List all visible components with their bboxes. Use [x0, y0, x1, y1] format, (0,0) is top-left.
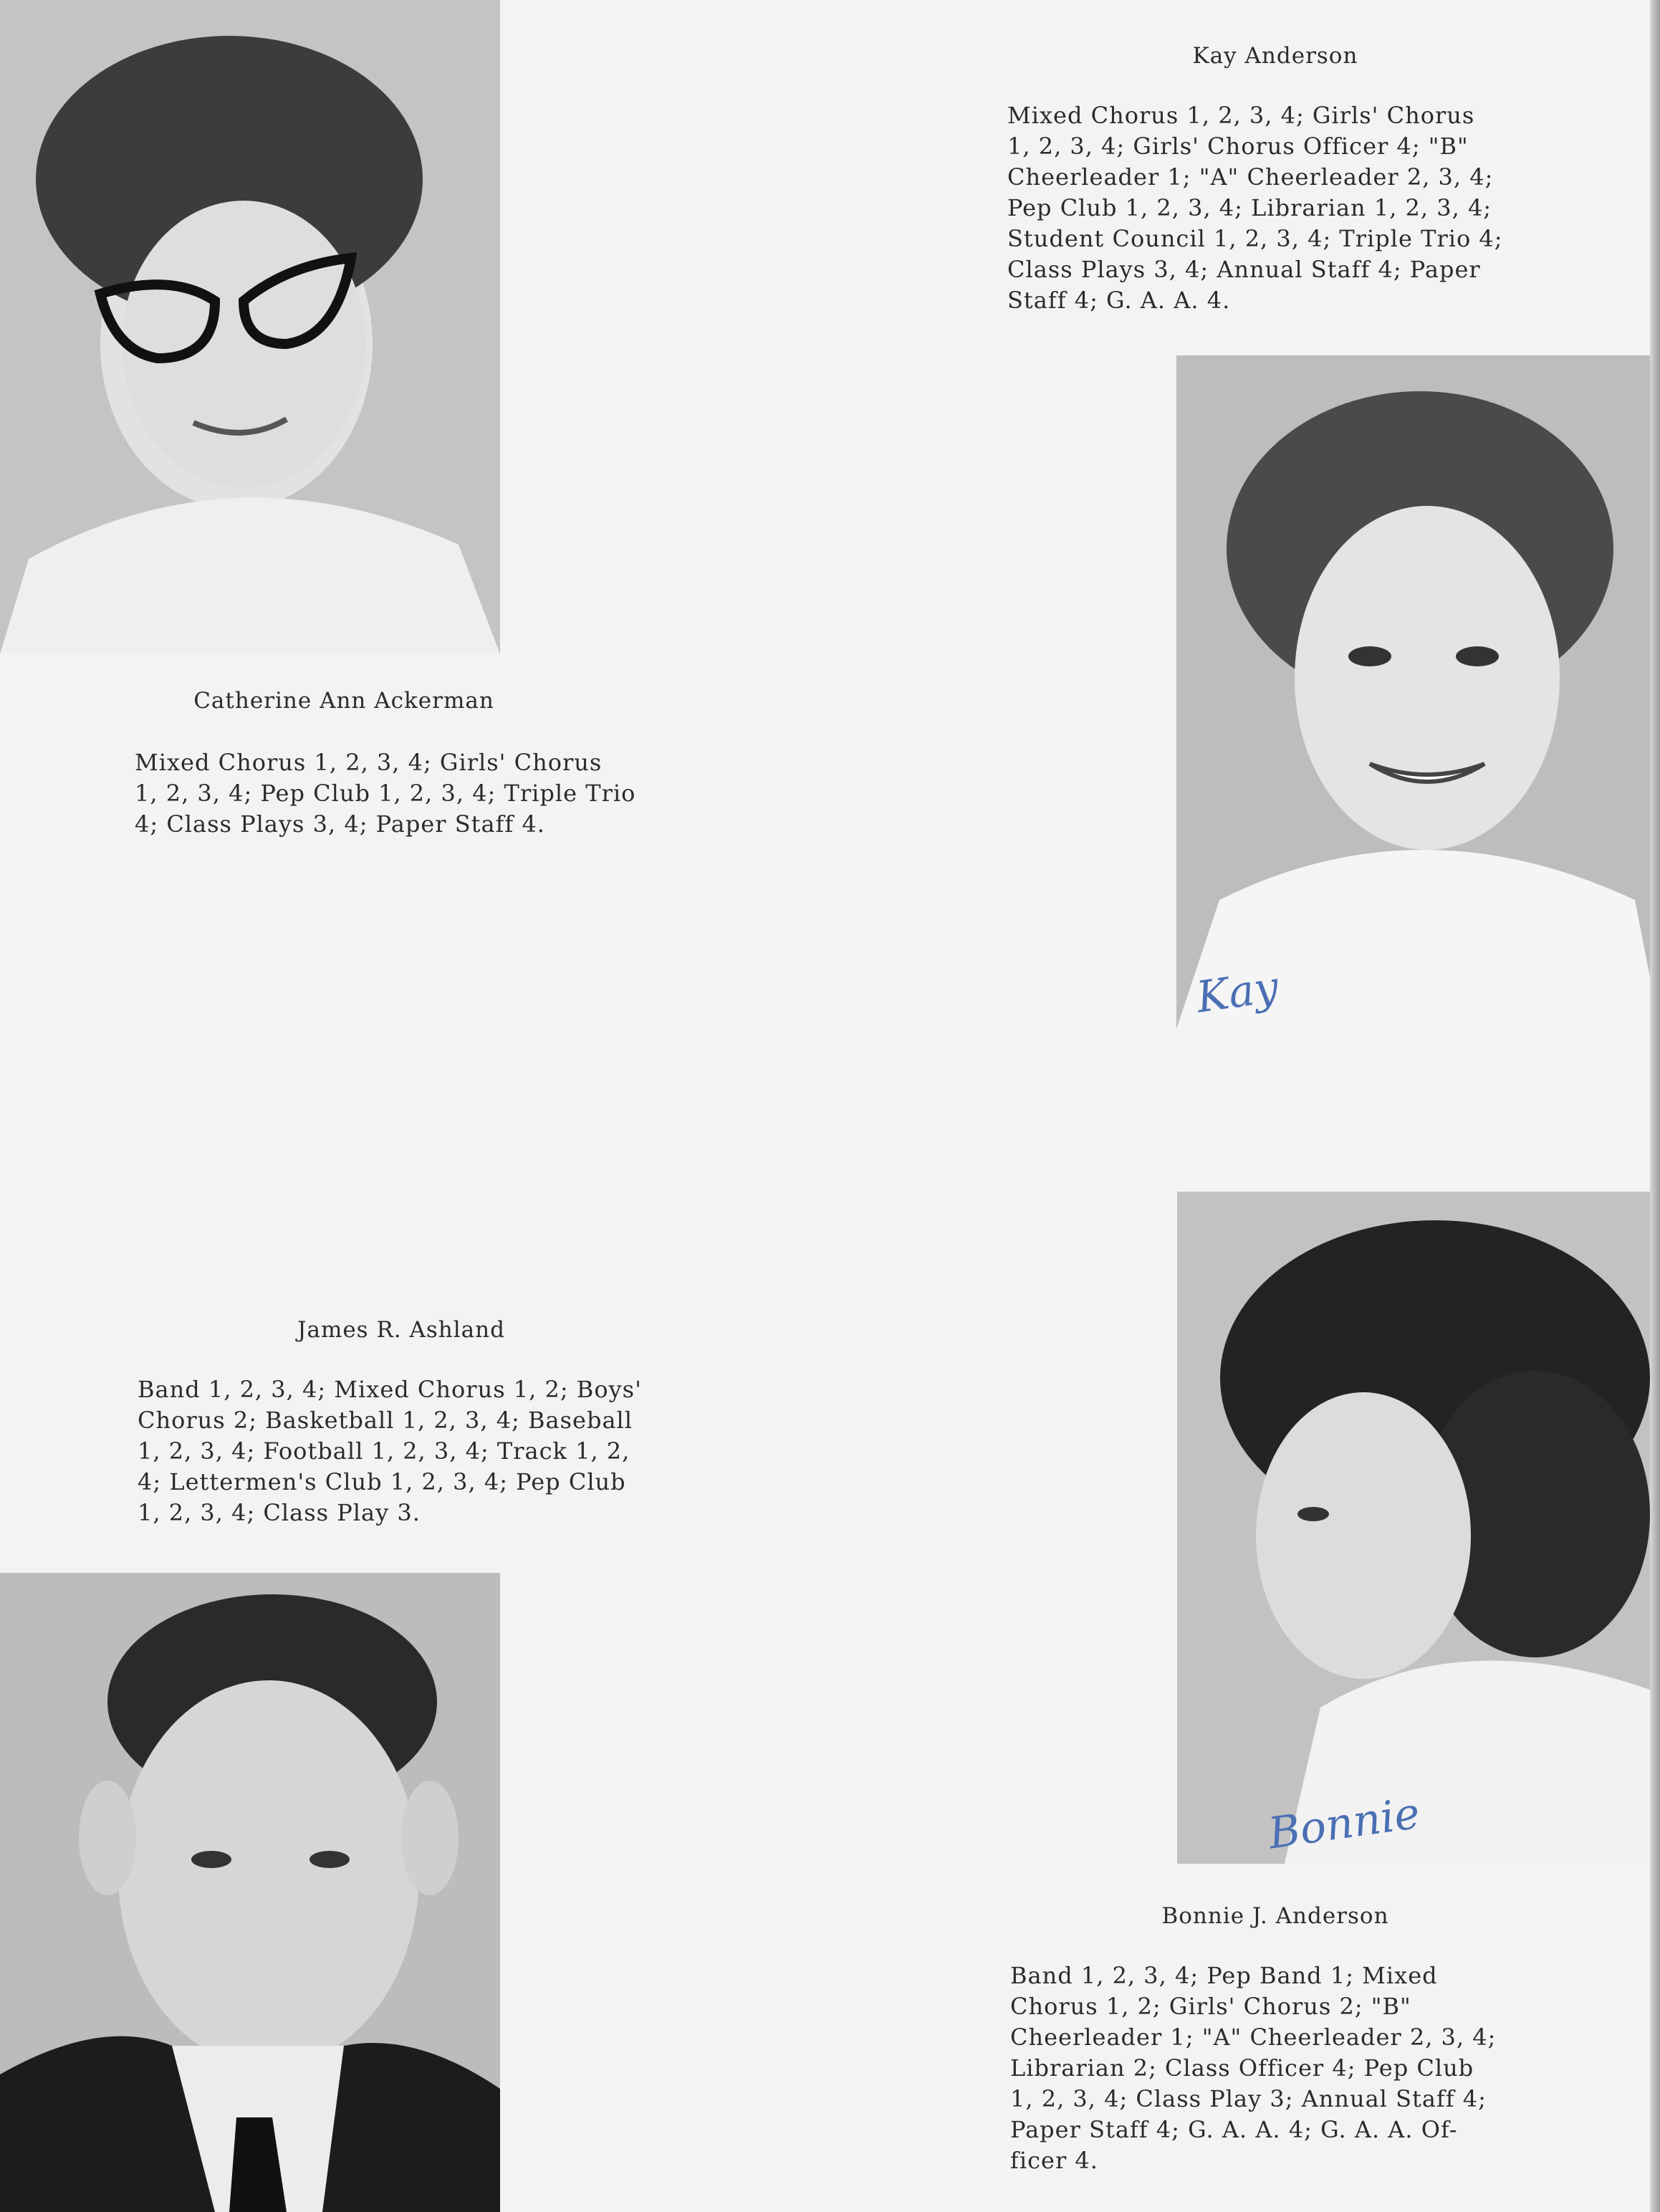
student-activities: Band 1, 2, 3, 4; Pep Band 1; Mixed Chorus 1, 2; Girls' Chorus 2; "B" Cheerleader 1; "A" Cheerleader 2, 3, 4; Librarian 2; Class Officer 4; Pep Club 1, 2, 3, 4; Class Play 3; Annual Staff 4; Paper Staff 4; G. A. A. 4; G. A. A. Of- ficer 4. [1010, 1962, 1497, 2174]
portrait-photo-kay-anderson [1176, 355, 1660, 1029]
student-activities: Mixed Chorus 1, 2, 3, 4; Girls' Chorus 1, 2, 3, 4; Girls' Chorus Officer 4; "B" Cheerleader 1; "A" Cheerleader 2, 3, 4; Pep Club 1, 2, 3, 4; Librarian 1, 2, 3, 4; Student Council 1, 2, 3, 4; Triple Trio 4; Class Plays 3, 4; Annual Staff 4; Paper Staff 4; G. A. A. 4. [1007, 102, 1503, 314]
page-edge [1650, 0, 1660, 2212]
portrait-photo-james-ashland [0, 1573, 500, 2212]
signature: Bonnie [1265, 1788, 1424, 1859]
student-name: James R. Ashland [297, 1317, 505, 1343]
portrait-photo-catherine-ackerman [0, 0, 500, 654]
student-name: Kay Anderson [1192, 43, 1358, 69]
student-name: Bonnie J. Anderson [1161, 1903, 1389, 1929]
portrait-photo-bonnie-anderson [1177, 1192, 1660, 1864]
student-activities: Band 1, 2, 3, 4; Mixed Chorus 1, 2; Boys' Chorus 2; Basketball 1, 2, 3, 4; Baseball 1, 2, 3, 4; Football 1, 2, 3, 4; Track 1, 2, 4; Lettermen's Club 1, 2, 3, 4; Pep Club 1, 2, 3, 4; Class Play 3. [138, 1376, 642, 1526]
student-name: Catherine Ann Ackerman [193, 688, 494, 714]
student-activities: Mixed Chorus 1, 2, 3, 4; Girls' Chorus 1, 2, 3, 4; Pep Club 1, 2, 3, 4; Triple Trio 4; Class Plays 3, 4; Paper Staff 4. [135, 749, 636, 838]
signature: Kay [1193, 962, 1282, 1023]
